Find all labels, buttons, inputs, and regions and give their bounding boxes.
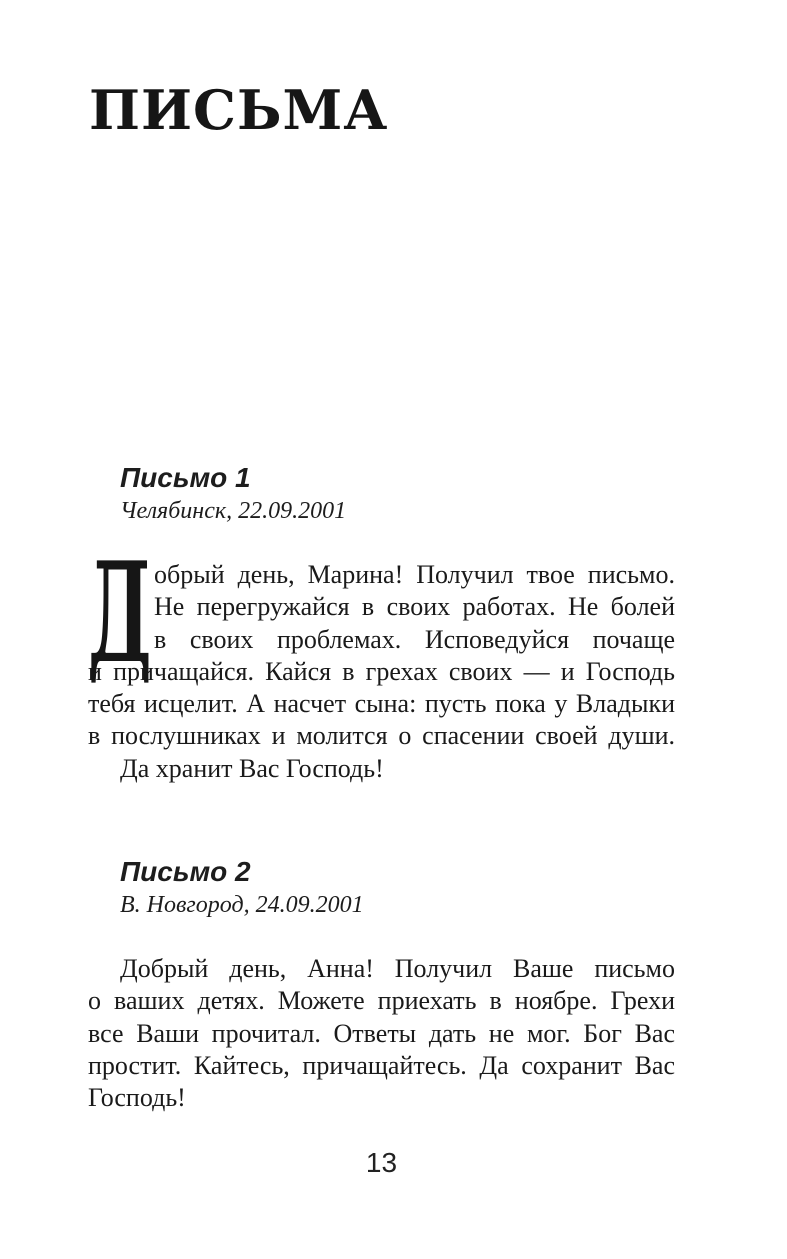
chapter-title: ПИСЬМА	[89, 78, 389, 142]
text-line: Не перегружайся в своих работах. Не болей	[154, 592, 675, 622]
letter-1-heading: Письмо 1	[120, 462, 251, 493]
text-line: тебя исцелит. А насчет сына: пусть пока у Владыки	[88, 689, 675, 719]
letter-2-dateline: В. Новгород, 24.09.2001	[120, 892, 364, 919]
drop-cap-glyph: Д	[88, 531, 152, 694]
drop-cap	[88, 531, 154, 694]
page-content	[88, 0, 675, 1115]
letter-2-body	[88, 953, 675, 1114]
letter-1-closing: Да хранит Вас Господь!	[120, 753, 384, 783]
text-line: обрый день, Марина! Получил твое письмо.	[154, 560, 675, 589]
letter-1-dateline: Челябинск, 22.09.2001	[120, 498, 347, 524]
text-line: в своих проблемах. Исповедуйся почаще	[154, 624, 675, 654]
text-line: о ваших детях. Можете приехать в ноябре. Грехи	[88, 986, 675, 1016]
page-number: 13	[365, 1147, 398, 1178]
text-line: в послушниках и молится о спасении своей души.	[88, 721, 675, 751]
letter-1-body	[88, 531, 675, 753]
text-line: и причащайся. Кайся в грехах своих — и Господь	[88, 656, 675, 686]
letter-2-heading: Письмо 2	[120, 856, 251, 888]
text-line: Добрый день, Анна! Получил Ваше письмо	[120, 954, 675, 984]
text-line: все Ваши прочитал. Ответы дать не мог. Бог Вас	[88, 1018, 675, 1048]
text-line: простит. Кайтесь, причащайтесь. Да сохранит Вас	[88, 1050, 675, 1080]
letter-1	[88, 461, 675, 785]
text-line: Господь!	[88, 1083, 186, 1113]
letter-2	[88, 855, 675, 1114]
